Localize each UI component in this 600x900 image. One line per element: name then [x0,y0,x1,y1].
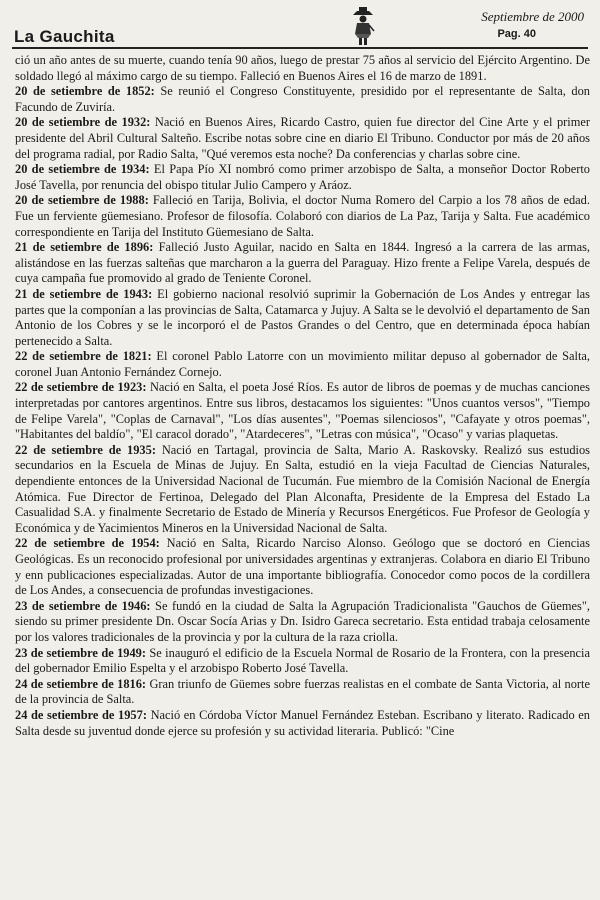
entry-text: Nació en Buenos Aires, Ricardo Castro, quien fue director del Cine Arte y el primer presidente del Abril Cultural Salteño. Escribe notas sobre cine en diario El Tribuno. Conductor por más de 20 años del programa radial, por Radio Salta, "Qué veremos esta noche? Da conferencias y charlas sobre cine. [15,115,590,161]
entry-text: Gran triunfo de Güemes sobre fuerzas realistas en el combate de Santa Victoria, al norte de la provincia de Salta. [15,676,590,707]
entry-date: 21 de setiembre de 1896: [15,240,154,255]
page-header [0,0,600,50]
entry-date: 22 de setiembre de 1821: [15,349,152,364]
entry-date: 21 de setiembre de 1943: [15,286,153,301]
entry-paragraph [15,646,590,677]
entry-paragraph [15,240,590,287]
entry-paragraph [15,677,590,708]
entry-date: 20 de setiembre de 1932: [15,115,151,130]
entry-paragraph [15,599,590,646]
entry-paragraph [15,193,590,240]
entry-text: ció un año antes de su muerte, cuando tenía 90 años, luego de prestar 75 años al servicio del Ejército Argentino. De soldado llegó al máximo cargo de su tiempo. Falleció en Buenos Aires el 16 de marzo de 1891. [15,53,590,83]
entry-text: Nació en Córdoba Víctor Manuel Fernández Esteban. Escribano y literato. Radicado en Salta desde su juventud donde ejerce su profesión y su actividad literaria. Publicó: "Cine [15,707,590,738]
article-body [15,53,590,739]
entry-date: 20 de setiembre de 1988: [15,193,149,208]
header-rule [12,47,588,49]
entry-date: 24 de setiembre de 1816: [15,676,147,691]
entry-paragraph [15,443,590,537]
entry-text: Nació en Tartagal, provincia de Salta, Mario A. Raskovsky. Realizó sus estudios secundarios en la Escuela de Minas de Jujuy. En Salta, estudió en la vieja Facultad de Ciencias Naturales, dependiente entonces de la Universidad Nacional de Tucumán. Fue miembro de la Comisión Nacional de Energía Atómica. Fue Director de Fertinoa, Delegado del Plan Alconafta, Presidente de la Empresa del Estado La Casualidad S.A. y finalmente Secretario de Estado de Minería y Recursos Energéticos. Fue Profesor de Geología y Económica y de Yacimientos Mineros en la Universidad Nacional de Salta. [15,442,590,535]
gaucho-figure-icon [350,4,376,46]
entry-text: Se inauguró el edificio de la Escuela Normal de Rosario de la Frontera, con la presencia del gobernador Emilio Espelta y el arzobispo Roberto José Tavella. [15,645,590,676]
entry-paragraph [15,53,590,84]
entry-text: Se reunió el Congreso Constituyente, presidido por el representante de Salta, don Facundo de Zuviría. [15,84,590,114]
entry-text: Falleció en Tarija, Bolivia, el doctor Numa Romero del Carpio a los 78 años de edad. Fue un ferviente güemesiano. Profesor de filosofía. Colaboró con diarios de La Paz, Tarija y Salta. Fue académico correspondiente en Tarija del Instituto Güemesiano de Salta. [15,193,590,239]
entry-date: 20 de setiembre de 1852: [15,84,155,99]
entry-date: 24 de setiembre de 1957: [15,707,147,722]
entry-text: El coronel Pablo Latorre con un movimiento militar depuso al gobernador de Salta, coronel Juan Antonio Fernández Cornejo. [15,349,590,379]
entry-paragraph [15,349,590,380]
publication-title: La Gauchita [14,27,115,46]
entry-text: Se fundó en la ciudad de Salta la Agrupación Tradicionalista "Gauchos de Güemes", siendo su primer presidente Dn. Oscar Socía Arias y Dn. Isidro Gareca secretario. Esta entidad trabaja celosamente por los valores tradicionales de la provincia y por la cultura de la raza criolla. [15,598,590,644]
entry-paragraph [15,115,590,162]
entry-date: 22 de setiembre de 1923: [15,380,147,395]
entry-date: 22 de setiembre de 1935: [15,442,156,457]
entry-text: El gobierno nacional resolvió suprimir la Gobernación de Los Andes y entregar las partes que la componían a las provincias de Salta, Catamarca y Jujuy. A Salta se le devolvió el departamento de San Antonio de los Cobres y se le incorporó el de Pastos Grandes o del Centro, que en determinada época habían pertenecido a Salta. [15,286,591,348]
issue-date: Septiembre de 2000 [481,9,584,24]
entry-date: 20 de setiembre de 1934: [15,162,150,177]
entry-paragraph [15,536,590,598]
entry-paragraph [15,84,590,115]
entry-date: 22 de setiembre de 1954: [15,536,160,551]
entry-date: 23 de setiembre de 1949: [15,645,147,660]
entry-paragraph [15,708,590,739]
page-number: Pag. 40 [497,28,536,40]
entry-paragraph [15,287,590,349]
entry-paragraph [15,380,590,442]
entry-text: El Papa Pío XI nombró como primer arzobispo de Salta, a monseñor Doctor Roberto José Tavella, por renuncia del obispo titular Julio Campero y Aráoz. [15,162,590,192]
entry-text: Nació en Salta, Ricardo Narciso Alonso. Geólogo que se doctoró en Ciencias Geológicas. Es un reconocido profesional por universidades argentinas y extranjeras. Colabora en diario El Tribuno y enn publicaciones especializadas. Autor de una importante bibliografía. Conocedor como pocos de la cordillera de Los Andes, a consecuencia de profundas investigaciones. [15,536,590,598]
entry-date: 23 de setiembre de 1946: [15,598,151,613]
entry-paragraph [15,162,590,193]
entry-text: Falleció Justo Aguilar, nacido en Salta en 1844. Ingresó a la carrera de las armas, alistándose en las fuerzas salteñas que marcharon a la guerra del Paraguay. Hizo frente a Felipe Varela, después de cuya campaña fue promovido al grado de Teniente Coronel. [15,240,590,286]
entry-text: Nació en Salta, el poeta José Ríos. Es autor de libros de poemas y de muchas canciones interpretadas por cantores argentinos. Entre sus libros, destacamos los siguientes: "Unos cuantos versos", "Tiempo de Felipe Varela", "Coplas de Carnaval", "Los días ausentes", "Poemas silenciosos", "Cafayate y otros poemas", "Habitantes del baldío", "El caracol dorado", "Atardeceres", "Letras con música", "Ocaso" y varias plaquetas. [15,380,590,442]
